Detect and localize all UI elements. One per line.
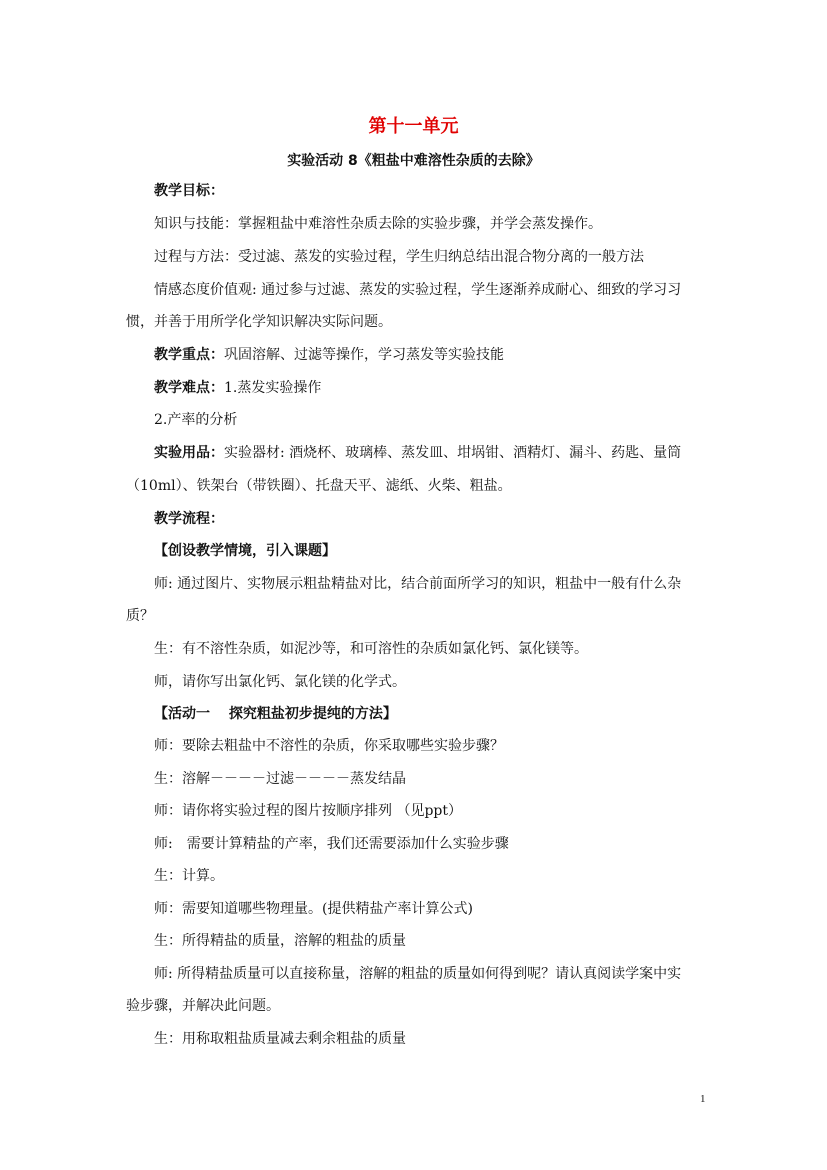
- student-line-4: 生：所得精盐的质量，溶解的粗盐的质量: [154, 933, 406, 949]
- lesson-subtitle: 实验活动 8《粗盐中难溶性杂质的去除》: [287, 153, 540, 169]
- teacher-line-7b: 验步骤，并解决此问题。: [126, 998, 280, 1014]
- teacher-line-6: 师：需要知道哪些物理量。(提供精盐产率计算公式): [154, 901, 473, 917]
- attitude-line-2: 惯，并善于用所学化学知识解决实际问题。: [126, 314, 392, 330]
- difficult-point-2: 2.产率的分析: [154, 412, 238, 428]
- page-number: 1: [700, 1093, 706, 1105]
- teacher-line-7a: 师: 所得精盐质量可以直接称量，溶解的粗盐的质量如何得到呢？请认真阅读学案中实: [154, 966, 682, 982]
- process-line: 过程与方法：受过滤、蒸发的实验过程，学生归纳总结出混合物分离的一般方法: [154, 249, 644, 265]
- difficult-points-label: 教学难点：: [154, 380, 224, 396]
- difficult-points-text: 1.蒸发实验操作: [224, 380, 322, 396]
- teacher-line-1a: 师: 通过图片、实物展示粗盐精盐对比，结合前面所学习的知识，粗盐中一般有什么杂: [154, 576, 682, 592]
- student-line-2: 生：溶解－－－－过滤－－－－蒸发结晶: [154, 771, 406, 787]
- supplies-line-2: （10ml）、铁架台（带铁圈）、托盘天平、滤纸、火柴、粗盐。: [126, 478, 512, 494]
- section-2-heading: 【活动一 探究粗盐初步提纯的方法】: [154, 706, 397, 722]
- supplies-line: [154, 443, 714, 463]
- teacher-line-3: 师：要除去粗盐中不溶性的杂质，你采取哪些实验步骤？: [154, 738, 504, 754]
- student-line-5: 生：用称取粗盐质量减去剩余粗盐的质量: [154, 1031, 406, 1047]
- student-line-3: 生：计算。: [154, 868, 224, 884]
- section-1-heading: 【创设教学情境，引入课题】: [154, 543, 336, 559]
- student-line-1: 生：有不溶性杂质，如泥沙等，和可溶性的杂质如氯化钙、氯化镁等。: [154, 641, 588, 657]
- unit-title: 第十一单元: [368, 116, 459, 137]
- objectives-heading: 教学目标：: [154, 183, 224, 199]
- knowledge-line: 知识与技能：掌握粗盐中难溶性杂质去除的实验步骤，并学会蒸发操作。: [154, 216, 602, 232]
- attitude-line-1: 情感态度价值观: 通过参与过滤、蒸发的实验过程，学生逐渐养成耐心、细致的学习习: [154, 282, 682, 298]
- teacher-line-4: 师：请你将实验过程的图片按顺序排列 （见ppt）: [154, 803, 462, 819]
- key-points-label: 教学重点：: [154, 347, 224, 363]
- flow-heading: 教学流程：: [154, 511, 224, 527]
- teacher-line-1b: 质？: [126, 608, 154, 624]
- key-points-text: 巩固溶解、过滤等操作，学习蒸发等实验技能: [224, 347, 504, 363]
- difficult-points-line: [154, 378, 714, 398]
- teacher-line-2: 师，请你写出氯化钙、氯化镁的化学式。: [154, 674, 406, 690]
- key-points-line: [154, 345, 714, 365]
- supplies-text: 实验器材: 酒烧杯、玻璃棒、蒸发皿、坩埚钳、酒精灯、漏斗、药匙、量筒: [224, 445, 682, 461]
- supplies-label: 实验用品：: [154, 445, 224, 461]
- teacher-line-5: 师: 需要计算精盐的产率，我们还需要添加什么实验步骤: [154, 836, 509, 852]
